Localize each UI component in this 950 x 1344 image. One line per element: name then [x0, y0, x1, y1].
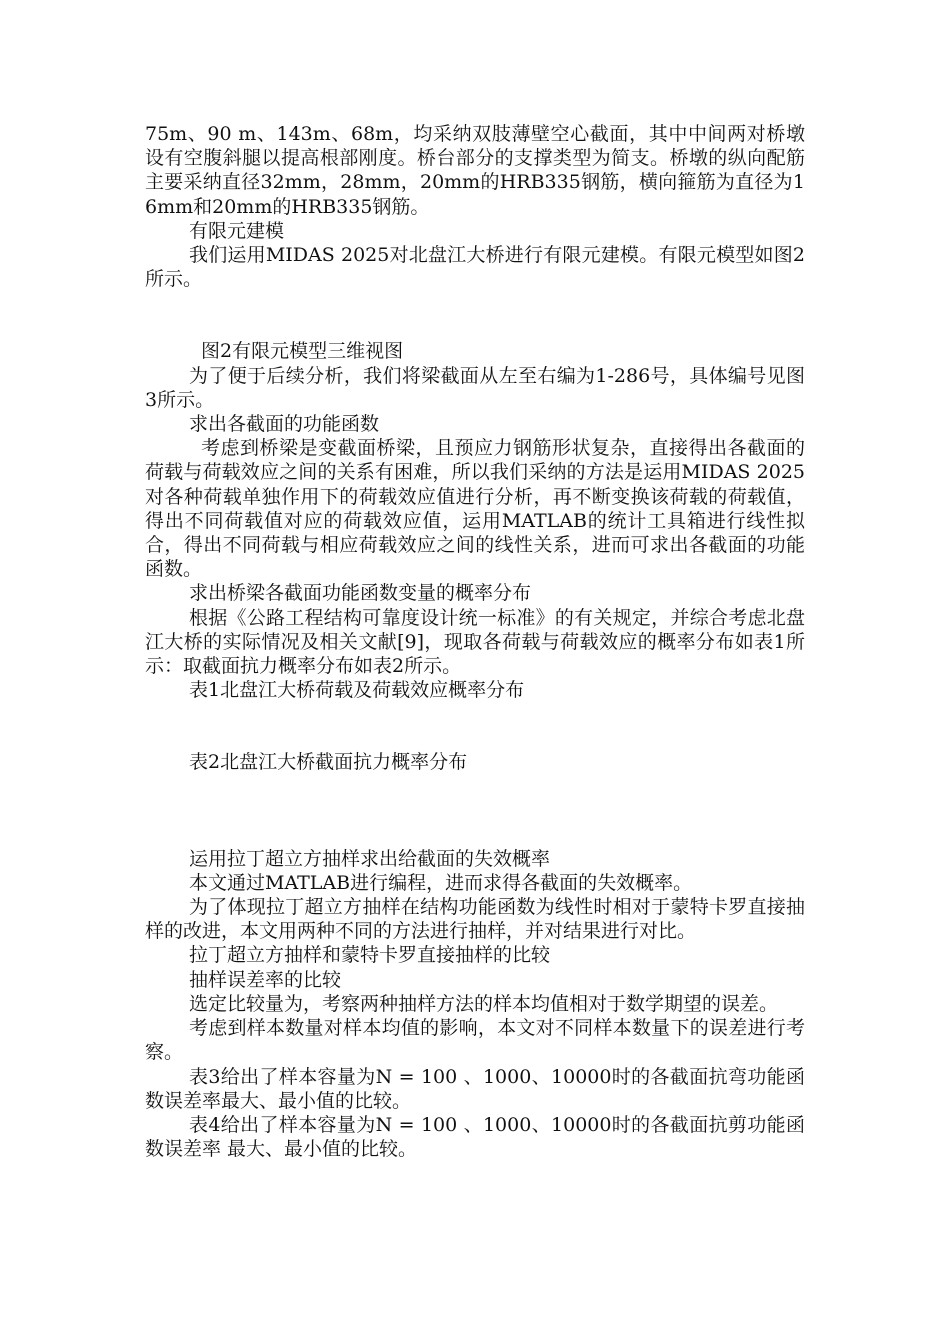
heading-error-rate: 抽样误差率的比较 — [189, 968, 342, 991]
paragraph-table-3: 表3给出了样本容量为N = 100 、1000、10000时的各截面抗弯功能函数误差率最大、最小值的比较。 — [145, 1065, 805, 1112]
table-2-caption: 表2北盘江大桥截面抗力概率分布 — [189, 751, 468, 774]
paragraph-function: 考虑到桥梁是变截面桥梁，且预应力钢筋形状复杂，直接得出各截面的荷载与荷载效应之间的关系有困难，所以我们采纳的方法是运用MIDAS 2025对各种荷载单独作用下的荷载效应值进行分析，再不断变换该荷载的荷载值，得出不同荷载值对应的荷载效应值，运用MATLAB的统计工具箱进行线性拟合，得出不同荷载与相应荷载效应之间的线性关系，进而可求出各截面的功能函数。 — [145, 437, 805, 581]
figure-2-placeholder — [145, 291, 805, 339]
paragraph-fem-modeling: 我们运用MIDAS 2025对北盘江大桥进行有限元建模。有限元模型如图2所示。 — [145, 244, 805, 291]
paragraph-sample-size: 考虑到样本数量对样本均值的影响，本文对不同样本数量下的误差进行考察。 — [145, 1017, 805, 1064]
table-1-caption: 表1北盘江大桥荷载及荷载效应概率分布 — [189, 679, 525, 702]
heading-fem-modeling: 有限元建模 — [189, 219, 285, 242]
table-2-placeholder — [145, 775, 805, 847]
document-body — [145, 122, 805, 1161]
paragraph-table-4: 表4给出了样本容量为N = 100 、1000、10000时的各截面抗剪功能函数误差率 最大、最小值的比较。 — [145, 1113, 805, 1161]
table-1-placeholder — [145, 702, 805, 750]
paragraph-section-numbering: 为了便于后续分析，我们将梁截面从左至右编为1-286号，具体编号见图3所示。 — [145, 364, 805, 411]
paragraph-probability-distribution: 根据《公路工程结构可靠度设计统一标准》的有关规定，并综合考虑北盘江大桥的实际情况及相关文献[9]，现取各荷载与荷载效应的概率分布如表1所示：取截面抗力概率分布如表2所示。 — [145, 606, 805, 678]
heading-failure-probability: 运用拉丁超立方抽样求出给截面的失效概率 — [189, 847, 551, 870]
paragraph-matlab: 本文通过MATLAB进行编程，进而求得各截面的失效概率。 — [189, 871, 693, 894]
paragraph-bridge-piers: 75m、90 m、143m、68m，均采纳双肢薄壁空心截面，其中中间两对桥墩设有空腹斜腿以提高根部刚度。桥台部分的支撑类型为简支。桥墩的纵向配筋主要采纳直径32mm，28mm，20mm的HRB335钢筋，横向箍筋为直径为16mm和20mm的HRB335钢筋。 — [145, 123, 805, 218]
paragraph-error-rate: 选定比较量为，考察两种抽样方法的样本均值相对于数学期望的误差。 — [189, 992, 779, 1015]
heading-sampling-comparison: 拉丁超立方抽样和蒙特卡罗直接抽样的比较 — [189, 944, 551, 967]
heading-function: 求出各截面的功能函数 — [189, 413, 380, 436]
paragraph-comparison-method: 为了体现拉丁超立方抽样在结构功能函数为线性时相对于蒙特卡罗直接抽样的改进，本文用两种不同的方法进行抽样，并对结果进行对比。 — [145, 896, 805, 943]
heading-probability-distribution: 求出桥梁各截面功能函数变量的概率分布 — [189, 582, 532, 605]
figure-2-caption: 图2有限元模型三维视图 — [201, 340, 404, 363]
